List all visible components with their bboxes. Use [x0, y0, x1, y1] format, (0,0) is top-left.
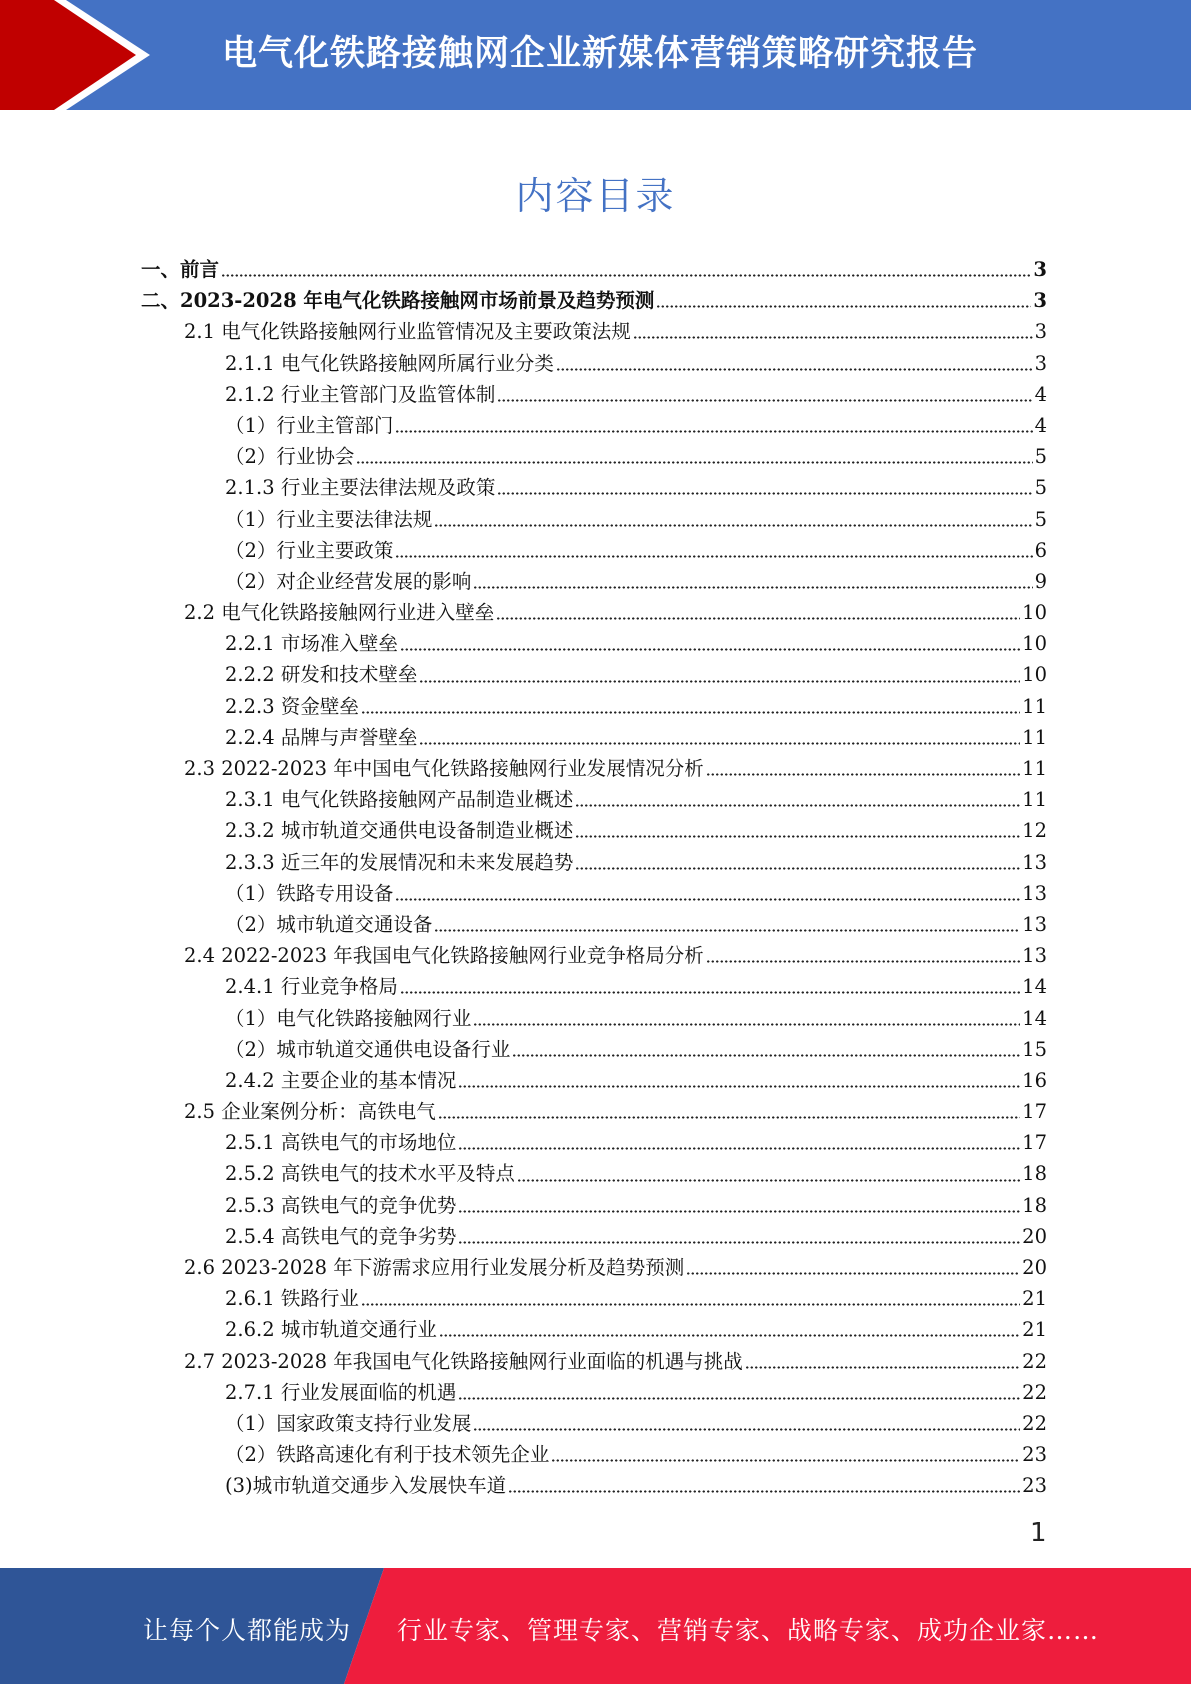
toc-entry-page: 10 — [1022, 663, 1047, 687]
toc-entry-label: 2.2.3 资金壁垒 — [225, 694, 359, 718]
toc-dot-leader — [706, 960, 1020, 963]
toc-entry-label: （2）行业主要政策 — [225, 538, 394, 562]
toc-entry[interactable] — [141, 285, 1047, 316]
toc-entry-page: 18 — [1022, 1162, 1047, 1186]
toc-entry-label: 2.5.4 高铁电气的竞争劣势 — [225, 1224, 457, 1248]
footer-band — [0, 1568, 1191, 1684]
toc-dot-leader — [419, 742, 1020, 745]
toc-entry-label: 2.3 2022-2023 年中国电气化铁路接触网行业发展情况分析 — [184, 757, 704, 780]
toc-entry-label: （1）行业主要法律法规 — [225, 507, 433, 531]
toc-entry-label: 2.6 2023-2028 年下游需求应用行业发展分析及趋势预测 — [184, 1256, 685, 1279]
toc-entry-page: 11 — [1022, 694, 1047, 718]
toc-entry-label: 2.4.1 行业竞争格局 — [225, 975, 398, 999]
toc-entry-page: 13 — [1022, 944, 1047, 968]
toc-entry-page: 10 — [1022, 632, 1047, 656]
toc-entry-label: 2.3.3 近三年的发展情况和未来发展趋势 — [225, 850, 574, 874]
toc-entry-label: 2.5.1 高铁电气的市场地位 — [225, 1131, 457, 1155]
toc-entry-page: 22 — [1022, 1411, 1047, 1435]
toc-entry-label: 2.1.2 行业主管部门及监管体制 — [225, 382, 496, 406]
toc-entry-page: 21 — [1022, 1318, 1047, 1342]
toc-entry[interactable] — [184, 940, 1047, 971]
toc-entry-label: （2）城市轨道交通供电设备行业 — [225, 1037, 511, 1061]
toc-entry[interactable] — [184, 1252, 1047, 1283]
toc-dot-leader — [395, 555, 1032, 558]
toc-entry-page: 11 — [1022, 757, 1047, 780]
toc-entry[interactable] — [225, 909, 1047, 940]
toc-entry-page: 13 — [1022, 850, 1047, 874]
toc-entry[interactable] — [225, 1283, 1047, 1314]
toc-dot-leader — [400, 648, 1020, 651]
toc-dot-leader — [745, 1366, 1020, 1369]
toc-entry[interactable] — [225, 1221, 1047, 1252]
toc-entry[interactable] — [184, 753, 1047, 784]
footer-slogan-left: 让每个人都能成为 — [143, 1616, 352, 1645]
toc-dot-leader — [508, 1490, 1020, 1493]
toc-entry[interactable] — [225, 1003, 1047, 1034]
toc-entry-page: 3 — [1033, 289, 1047, 313]
toc-entry-label: 2.1 电气化铁路接触网行业监管情况及主要政策法规 — [184, 320, 631, 344]
toc-entry[interactable] — [225, 441, 1047, 472]
toc-entry[interactable] — [225, 971, 1047, 1002]
toc-entry-label: 2.5 企业案例分析：高铁电气 — [184, 1100, 436, 1124]
toc-dot-leader — [633, 336, 1033, 339]
toc-entry-label: 2.2.2 研发和技术壁垒 — [225, 663, 418, 687]
toc-entry-label: （2）铁路高速化有利于技术领先企业 — [225, 1443, 550, 1467]
toc-entry[interactable] — [184, 316, 1047, 347]
toc-entry[interactable] — [225, 1158, 1047, 1189]
toc-entry[interactable] — [225, 1377, 1047, 1408]
toc-entry-label: 2.5.3 高铁电气的竞争优势 — [225, 1193, 457, 1217]
toc-dot-leader — [419, 680, 1020, 683]
toc-entry-page: 15 — [1022, 1037, 1047, 1061]
toc-entry-label: 2.2 电气化铁路接触网行业进入壁垒 — [184, 601, 495, 625]
toc-entry[interactable] — [225, 1470, 1047, 1501]
toc-dot-leader — [400, 991, 1020, 994]
toc-entry[interactable] — [225, 722, 1047, 753]
toc-entry-page: 5 — [1034, 507, 1047, 531]
toc-entry[interactable] — [225, 878, 1047, 909]
toc-entry[interactable] — [225, 784, 1047, 815]
toc-entry-page: 5 — [1034, 476, 1047, 500]
toc-entry[interactable] — [225, 504, 1047, 535]
toc-dot-leader — [434, 929, 1020, 932]
toc-dot-leader — [497, 399, 1032, 402]
toc-entry-page: 3 — [1034, 320, 1047, 344]
toc-entry[interactable] — [225, 348, 1047, 379]
toc-entry[interactable] — [141, 254, 1047, 285]
toc-entry-label: 2.3.2 城市轨道交通供电设备制造业概述 — [225, 819, 574, 843]
toc-entry[interactable] — [225, 815, 1047, 846]
toc-entry-page: 16 — [1022, 1068, 1047, 1092]
toc-dot-leader — [551, 1459, 1020, 1462]
toc-entry[interactable] — [225, 1127, 1047, 1158]
toc-entry-label: 2.3.1 电气化铁路接触网产品制造业概述 — [225, 788, 574, 812]
toc-entry-page: 9 — [1034, 569, 1047, 593]
toc-entry[interactable] — [225, 472, 1047, 503]
toc-entry-page: 11 — [1022, 788, 1047, 812]
toc-entry[interactable] — [225, 1314, 1047, 1345]
toc-dot-leader — [439, 1334, 1020, 1337]
toc-entry-label: 2.6.2 城市轨道交通行业 — [225, 1318, 437, 1342]
toc-entry-page: 21 — [1022, 1287, 1047, 1311]
toc-dot-leader — [395, 430, 1032, 433]
toc-entry-page: 6 — [1034, 538, 1047, 562]
toc-entry-label: 二、2023-2028 年电气化铁路接触网市场前景及趋势预测 — [141, 289, 655, 313]
toc-entry-label: 2.2.4 品牌与声誉壁垒 — [225, 725, 418, 749]
toc-entry-page: 20 — [1022, 1256, 1047, 1279]
toc-dot-leader — [458, 1241, 1020, 1244]
toc-entry-label: 2.7.1 行业发展面临的机遇 — [225, 1380, 457, 1404]
toc-dot-leader — [706, 773, 1020, 776]
toc-entry-label: (3)城市轨道交通步入发展快车道 — [225, 1474, 507, 1498]
toc-entry[interactable] — [225, 1439, 1047, 1470]
toc-entry-page: 23 — [1022, 1443, 1047, 1467]
table-of-contents — [0, 254, 1191, 1502]
toc-entry[interactable] — [225, 535, 1047, 566]
toc-dot-leader — [458, 1147, 1020, 1150]
toc-dot-leader — [497, 492, 1032, 495]
toc-entry[interactable] — [184, 1346, 1047, 1377]
toc-entry-page: 4 — [1034, 382, 1047, 406]
toc-dot-leader — [575, 867, 1020, 870]
toc-entry[interactable] — [225, 691, 1047, 722]
toc-entry-label: （2）城市轨道交通设备 — [225, 912, 433, 936]
toc-entry-label: 2.6.1 铁路行业 — [225, 1287, 359, 1311]
toc-dot-leader — [361, 1303, 1020, 1306]
toc-entry-page: 4 — [1034, 413, 1047, 437]
toc-entry-label: 2.1.1 电气化铁路接触网所属行业分类 — [225, 351, 554, 375]
toc-entry-label: （1）行业主管部门 — [225, 413, 394, 437]
toc-entry-page: 3 — [1034, 351, 1047, 375]
toc-entry-label: （1）铁路专用设备 — [225, 881, 394, 905]
toc-entry-label: 2.4.2 主要企业的基本情况 — [225, 1068, 457, 1092]
toc-dot-leader — [458, 1210, 1020, 1213]
toc-entry-label: 2.2.1 市场准入壁垒 — [225, 632, 398, 656]
toc-dot-leader — [361, 711, 1020, 714]
toc-entry-page: 23 — [1022, 1474, 1047, 1498]
toc-entry-page: 10 — [1022, 601, 1047, 625]
toc-entry-page: 13 — [1022, 912, 1047, 936]
toc-entry[interactable] — [225, 1408, 1047, 1439]
toc-entry-label: （2）行业协会 — [225, 445, 355, 469]
toc-entry[interactable] — [225, 628, 1047, 659]
toc-entry-label: 2.1.3 行业主要法律法规及政策 — [225, 476, 496, 500]
header-band — [0, 0, 1191, 110]
toc-heading: 内容目录 — [515, 174, 676, 218]
report-title: 电气化铁路接触网企业新媒体营销策略研究报告 — [222, 34, 979, 74]
toc-entry-page: 18 — [1022, 1193, 1047, 1217]
toc-entry-label: 2.4 2022-2023 年我国电气化铁路接触网行业竞争格局分析 — [184, 944, 704, 968]
toc-dot-leader — [434, 524, 1032, 527]
toc-dot-leader — [473, 1023, 1020, 1026]
toc-entry-label: 2.7 2023-2028 年我国电气化铁路接触网行业面临的机遇与挑战 — [184, 1349, 743, 1373]
toc-dot-leader — [458, 1397, 1020, 1400]
toc-entry-page: 13 — [1022, 881, 1047, 905]
toc-entry-page: 14 — [1022, 1006, 1047, 1030]
toc-dot-leader — [517, 1179, 1020, 1182]
toc-dot-leader — [438, 1116, 1020, 1119]
toc-entry[interactable] — [225, 1190, 1047, 1221]
toc-dot-leader — [512, 1054, 1020, 1057]
toc-entry-page: 20 — [1022, 1224, 1047, 1248]
toc-entry-page: 14 — [1022, 975, 1047, 999]
toc-dot-leader — [395, 898, 1020, 901]
toc-dot-leader — [656, 305, 1031, 308]
toc-dot-leader — [575, 835, 1020, 838]
toc-entry-page: 5 — [1034, 445, 1047, 469]
toc-dot-leader — [556, 368, 1033, 371]
toc-dot-leader — [686, 1272, 1020, 1275]
toc-entry[interactable] — [225, 379, 1047, 410]
toc-entry[interactable] — [225, 410, 1047, 441]
toc-dot-leader — [575, 804, 1020, 807]
footer-slogan-right: 行业专家、管理专家、营销专家、战略专家、成功企业家…… — [397, 1616, 1100, 1645]
toc-dot-leader — [458, 1085, 1020, 1088]
toc-entry[interactable] — [225, 659, 1047, 690]
toc-entry-page: 22 — [1022, 1380, 1047, 1404]
toc-entry-page: 22 — [1022, 1349, 1047, 1373]
toc-entry-label: （2）对企业经营发展的影响 — [225, 569, 472, 593]
toc-dot-leader — [473, 1428, 1020, 1431]
toc-dot-leader — [356, 461, 1032, 464]
toc-dot-leader — [473, 586, 1032, 589]
toc-dot-leader — [221, 274, 1031, 277]
toc-entry[interactable] — [225, 847, 1047, 878]
toc-entry-page: 12 — [1022, 819, 1047, 843]
toc-entry[interactable] — [225, 1034, 1047, 1065]
toc-entry-label: （1）电气化铁路接触网行业 — [225, 1006, 472, 1030]
toc-entry[interactable] — [184, 1096, 1047, 1127]
toc-entry[interactable] — [225, 566, 1047, 597]
toc-entry-label: 2.5.2 高铁电气的技术水平及特点 — [225, 1162, 515, 1186]
page-number: 1 — [1030, 1518, 1047, 1548]
toc-entry-page: 17 — [1022, 1100, 1047, 1124]
toc-entry-label: （1）国家政策支持行业发展 — [225, 1411, 472, 1435]
toc-entry-page: 17 — [1022, 1131, 1047, 1155]
toc-entry[interactable] — [225, 1065, 1047, 1096]
toc-entry-page: 11 — [1022, 725, 1047, 749]
toc-entry[interactable] — [184, 597, 1047, 628]
toc-entry-page: 3 — [1033, 258, 1047, 281]
toc-entry-label: 一、前言 — [141, 258, 220, 281]
toc-dot-leader — [496, 617, 1020, 620]
